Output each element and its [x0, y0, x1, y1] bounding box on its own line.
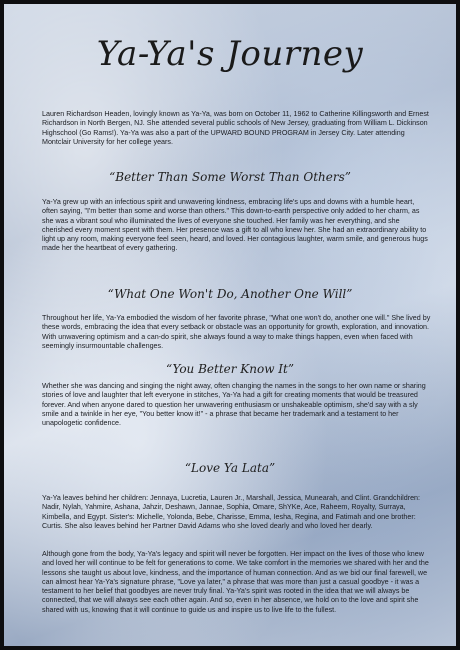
paragraph-you-better-know-it: Whether she was dancing and singing the night away, often changing the names in the songs to her own name or sharing stories of love and laughter that left everyone in stitches, Ya-Ya had a gift for creating moments that would be treasured forever. And when anyone dared to question her unwavering enthusiasm or unshakeable optimism, she'd say with a sly smile and a twinkle in her eye, "You better know it!" - a phrase that became her trademark and a testament to her unapologetic confidence. — [42, 382, 426, 428]
section-heading-you-better-know-it: “You Better Know It” — [165, 362, 295, 376]
intro-paragraph: Lauren Richardson Headen, lovingly known as Ya-Ya, was born on October 11, 1962 to Catherine Killingsworth and Ernest Richardson in North Bergen, NJ. She attended several public schools of New Jersey, graduating from William L. Dickinson Highschool (Go Rams!). Ya-Ya was also a part of the UPWARD BOUND PROGRAM in Jersey City. Later attending Montclair University for her college years. — [42, 110, 429, 146]
section-heading-better-than-some: “Better Than Some Worst Than Others” — [109, 170, 351, 184]
section-heading-love-ya-lata: “Love Ya Lata” — [184, 461, 276, 475]
memorial-page — [4, 4, 456, 646]
section-heading-what-one-wont-do: “What One Won't Do, Another One Will” — [107, 287, 353, 301]
paragraph-family: Ya-Ya leaves behind her children: Jennaya, Lucretia, Lauren Jr., Marshall, Jessica, Munearah, and Clint. Grandchildren: Nadir, Nylah, Yahmire, Ashana, Jahzir, Deshawn, Jannae, Sophia, Omare, ShYKe, Ace, Raheem, Royalty, Surraya, Kimbella, and Egypt. Sister's: Michelle, Yolonda, Bebe, Charisse, Emma, Iesha, Regina, and Fatimah and one brother: Curtis. She also leaves behind her Partner David Adams who she loved dearly and who loved her dearly. — [42, 494, 420, 530]
paragraph-what-one-wont-do: Throughout her life, Ya-Ya embodied the wisdom of her favorite phrase, "What one won't do, another one will." She lived by these words, embracing the idea that every setback or obstacle was an opportunity for growth, exploration, and innovation. With unwavering optimism and a can-do spirit, she always found a way to make things happen, even when faced with seemingly insurmountable challenges. — [42, 314, 431, 350]
paragraph-better-than-some: Ya-Ya grew up with an infectious spirit and unwavering kindness, embracing life's ups and downs with a humble heart, often saying, "I'm better than some and worse than others." This down-to-earth perspective only added to her charm, as she was a vibrant soul who illuminated the lives of everyone she touched. Her family was her everything, and she cherished every moment spent with them. Her presence was a gift to all who knew her. She had an extraordinary ability to light up any room, making everyone feel seen, heard, and loved. Her contagious laughter, warm smile, and generous hugs made her the heartbeat of every gathering. — [42, 198, 428, 253]
page-title: Ya-Ya's Journey — [96, 34, 364, 74]
paragraph-legacy: Although gone from the body, Ya-Ya's legacy and spirit will never be forgotten. Her impact on the lives of those who knew and loved her will continue to be felt for generations to come. We take comfort in the memories we shared with her and the lessons she taught us about love, kindness, and the importance of human connection. And as we bid our final farewell, we can almost hear Ya-Ya's signature phrase, "Love ya later," a phrase that was more than just a casual goodbye - it was a testament to her belief that goodbyes are never truly final. Ya-Ya's spirit was rooted in the idea that we will always be connected, that we will always see each other again. And so, even in her absence, we hold on to the love and spirit she shared with us, knowing that it will continue to guide us and inspire us to live life to the fullest. — [42, 550, 429, 614]
